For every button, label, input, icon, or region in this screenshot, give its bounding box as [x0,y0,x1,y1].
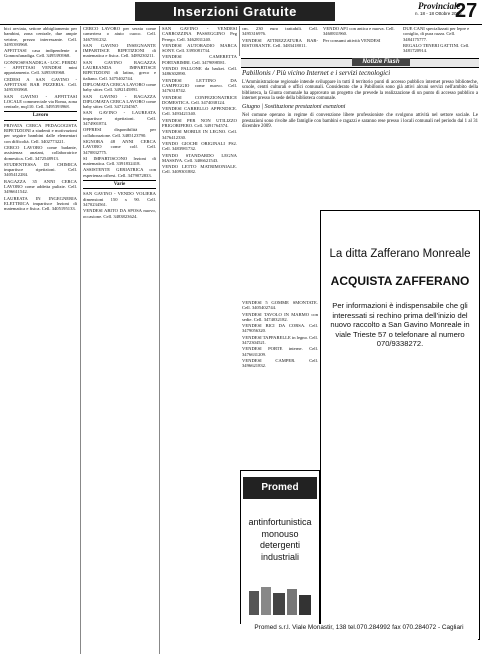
ad-item: SAN GAVINO - LAUREATA impartisce ripetizioni. Cell. 3474901874. [83,110,156,127]
ad-item: bici avviata, settore abbigliamento per bambini, zona centrale, due ampie vetrine, prezzo interessante. Cell. 3495393968. [4,26,77,47]
ad-item: VENDO PALLONE da basket. Cell. 3486302890. [162,66,237,77]
ad-item: LAUREATA IN INGEGNERIA ELETTRICA impartisce lezioni di matematica e fisica. Cell. 3405195133. [4,195,77,212]
page-number: 27 [455,0,478,22]
column-1 [4,26,77,654]
ad-item: CERCO LAVORO per serata come cameriera o aiuto cuoco. Cell. 3467591232. [83,26,156,42]
ad-item: SAN GAVINO - VENDESI CARROZZINA PASSEGGINO Peg Perego. Cell. 3462831240. [162,26,237,42]
section-heading-varie: Varie [83,180,156,189]
ad-item: SAN GAVINO RAGAZZA LAUREANDA IMPARTISCE RIPETIZIONI di latino, greco e italiano. Cell. 3475402744. [83,59,156,81]
ad-item: VENDESI ATTREZZATURA BAR-RISTORANTE. Cell. 3483418011. [242,37,318,48]
column-3 [162,26,237,654]
ad-item: SAN GAVINO - AFFITTASI LOCALE commerciale via Roma, zona centrale, mq110. Cell. 3495393968. [4,93,77,110]
ad-item: VENDESI TAPPARELLE in legno. Cell. 3472304521. [242,334,318,346]
ad-item: VENDO AP1 con antica e nuova. Cell. 3460831960. [323,26,395,37]
ad-item: SAN GAVINO INSEGNANTE IMPARTISCE RIPETIZIONI di matematica e fisica. Cell. 3489230211. [83,42,156,59]
column-divider [80,26,81,654]
ad-item: ASSISTENTE GERIATRICA con esperienza offresi. Cell. 3479072833. [83,167,156,178]
ad-item: VENDO GIOCHI ORIGINALI PS2. Cell. 3483981732. [162,140,237,152]
column-4 [242,26,318,56]
ad-item: VENDESI CAMPER. Cell. 3496621832. [242,357,318,369]
ad-item: SAN GAVINO - VENDO VOLIERA dimensioni 150 x 90. Cell. 3470234561. [83,191,156,207]
ad-item: VENDESI CAMERETTA PORTABIMBI. Cell. 3479098581. [162,54,237,65]
ad-item: VENDESI CONFEZIONATRICE DOMESTICA. Cell. 3474038124. [162,94,237,105]
ad-item: DIPLOMATA CERCA LAVORO come baby sitter. Cell. 3492145891. [83,81,156,93]
ad-item: VENDESI AUTORADIO MARCA SONY. Cell. 3395081734. [162,42,237,54]
section-title: Inserzioni Gratuite [135,2,335,21]
advert-body: Per informazioni è indispensabile che gli interessati si rechino prima dell'inizio del nuovo raccolto a San Gavino Monreale in viale Trieste 57 o telefonare al numero 070/9338272. [330,301,470,349]
notizie-flash-title: Notizie Flash [352,58,410,66]
promed-tagline: antinfortunistica monouso detergenti industriali [248,517,312,562]
ad-item: Per consumi attività VENDESI [323,37,381,43]
ad-item: cm. 230 euro trattabili. Cell. 3495316976. [242,26,318,37]
ad-item: SI IMPARTISCONO lezioni di matematica. Cell. 3391832418. [83,155,156,167]
ad-item: REGALO TENERI GATTINI. Cell. 3481720914. [403,42,470,54]
ad-item: VENDO STANDARDO LEGNA MASSIVA. Cell. 3406621543. [162,152,237,163]
promed-logo: Promed [243,477,317,499]
advert-heading: La ditta Zafferano Monreale [329,248,471,260]
ad-item: VENDESI PORTE interne. Cell. 3476631209. [242,346,318,357]
ad-item: DUE CANI specializzati per lepre e coniglio, di pura razza. Cell. 3484175777. [403,26,470,42]
promed-footer: Promed s.r.l. Viale Monastir, 138 tel.070.284992 fax 070.284072 - Cagliari [240,624,478,650]
ad-item: VENDESI 5 GOMME SMONTATE. Cell. 3405402744. [242,300,318,311]
advert-headline: ACQUISTA ZAFFERANO [330,274,470,288]
ad-item: VENDESI MOBILE IN LEGNO. Cell. 3476412330. [162,129,237,140]
ad-item: RAGAZZA 35 ANNI CERCA LAVORO come addetta pulizie. Cell. 3496611542. [4,178,77,195]
ad-item: GONNOSFANADIGA - LOC. PERDU - AFFITTASI VENDESI mini appartamento. Cell. 3495393968. [4,59,77,76]
ad-item: VENDO LETTO MATRIMONIALE. Cell. 3409301882. [162,164,237,175]
news-headline: Pabillonis / Più vicino Internet e i servizi tecnologici [242,69,391,77]
column-divider [239,26,240,56]
section-heading-lavoro: Lavoro [4,111,77,120]
ad-item: VENDESI PER NON UTILIZZO FRIGORIFERO. Cell. 3491764574. [162,117,237,129]
ad-item: VENDESI TAVOLO IN MARMO con sedie. Cell. 3474032182. [242,311,318,322]
column-2 [83,26,156,654]
promed-advert [240,470,320,638]
ad-item: VENDESI BICI DA CORSA. Cell. 3479056320. [242,323,318,334]
column-divider [159,26,160,654]
news-block [242,70,478,132]
news-paragraph: Nel comune operano in regime di convenzione libere professioniste che svolgono attività nel settore sociale. Le prestazioni sono rivolte alle famiglie con bambini e ragazzi e saranno rese presso i locali comunali nel periodo dal 1 al 31 dicembre 2009. [242,113,478,129]
ad-item: CERCO LAVORO come badante, assistenza anziani, collaboratrice domestica. Cell. 3472548913. [4,144,77,161]
ad-item: CEDESI A SAN GAVINO - AFFITTASI BAR PIZZERIA. Cell. 3495393968. [4,76,77,93]
newspaper-logo: Provinciale [418,1,461,11]
page-header [0,0,482,25]
ad-item: VENDESI CARRELLO APPENDICE. Cell. 3493421340. [162,106,237,117]
news-paragraph: L'Amministrazione regionale intende sviluppare in tutti il territorio punti di accesso pubblico internet presso biblioteche, scuole, centri culturali e uffici comunali. Considerato che a Pabillonis sono già attivi alcuni servizi nell'ambito della biblioteca, la Giunta comunale ha approvato un progetto che prevede la realizzazione di un punto di accesso pubblico a internet presso la sede della biblioteca comunale. [242,79,478,101]
ad-item: SAN GAVINO - RAGAZZA DIPLOMATA CERCA LAVORO come baby sitter. Cell. 3471234567. [83,93,156,110]
products-image-icon [247,583,313,617]
ad-item: STUDENTESSA DI CHIMICA impartisce ripetizioni. Cell. 3405412284. [4,161,77,178]
ad-item: OFFRESI disponibilità per collaborazione. Cell. 3485123790. [83,127,156,138]
news-headline: Giugno | Sostituzione prestazioni esenzioni [242,103,346,110]
column-4-lower [242,300,318,468]
ad-item: PRIVATA CERCA PEDAGOGISTA RIPETIZIONI a studenti e motivazioni per seguire bambini dalle elementari con difficoltà. Cell. 3402773221. [4,122,77,144]
zafferano-advert [320,210,480,640]
ad-item: AFFITTASI casa indipendente a Gonnosfanadiga. Cell. 3495393968. [4,48,77,59]
issue-date: n. 18 - 18 Ottobre 2009 [415,11,462,16]
ad-item: VENDESI LETTINO DA CAMPEGGIO come nuovo. Cell. 3476318742. [162,77,237,94]
ad-item: VENDESI ABITO DA SPOSA nuovo, occasione. Cell. 3483823624. [83,208,156,219]
ad-item: SIGNORA 48 ANNI CERCA LAVORO come colf. Cell. 3470832775. [83,138,156,155]
